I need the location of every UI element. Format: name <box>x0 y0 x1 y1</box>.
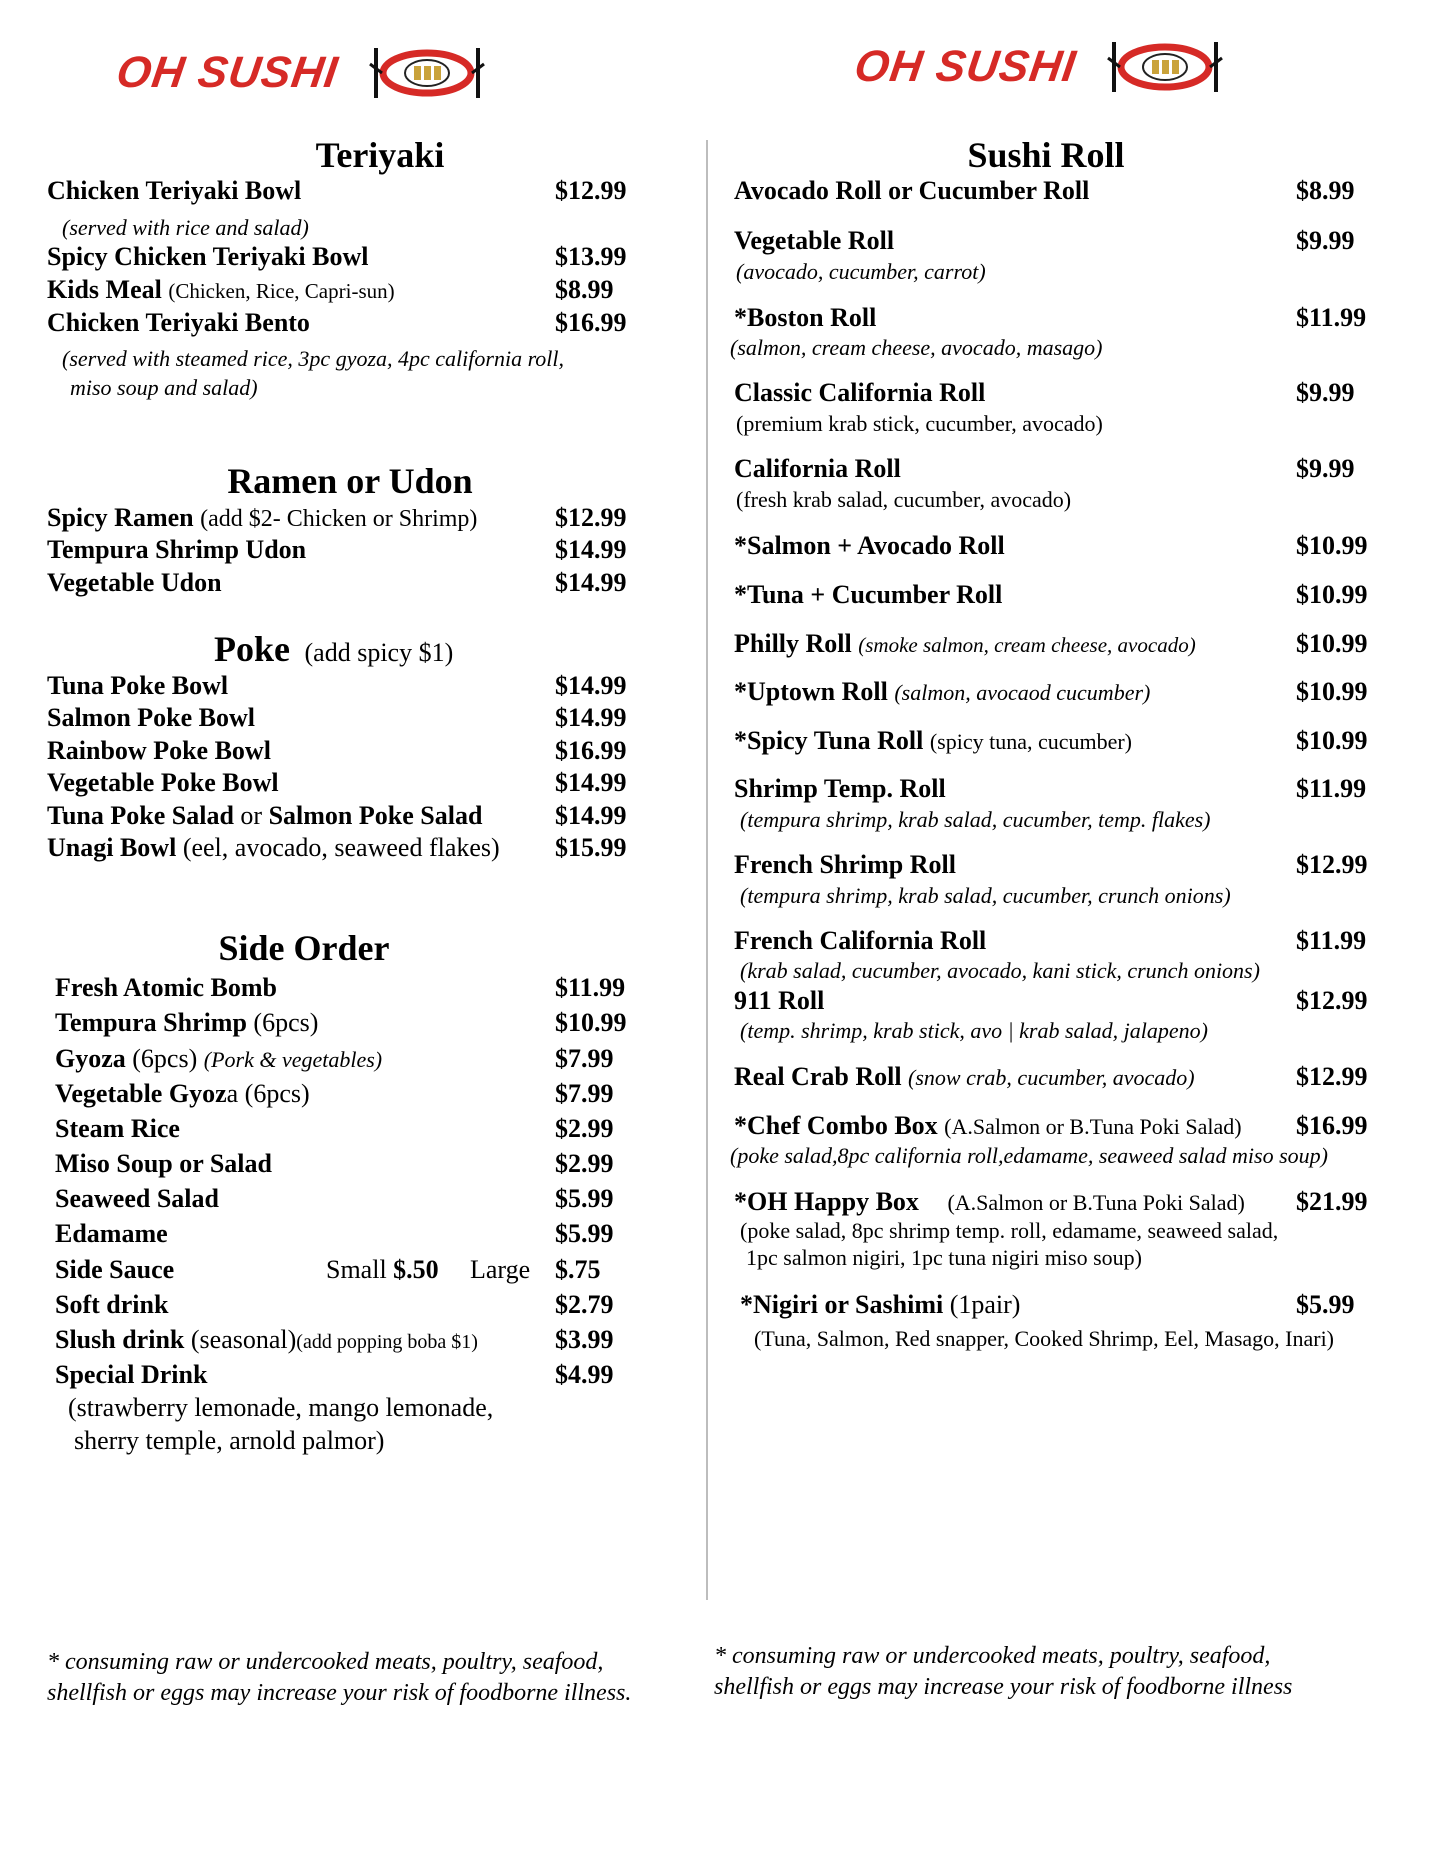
section-title-side-order: Side Order <box>218 928 390 968</box>
column-divider <box>706 140 708 1600</box>
sushi-logo-icon <box>1106 38 1224 96</box>
section-title-teriyaki: Teriyaki <box>315 135 445 175</box>
section-title-poke-row <box>214 629 453 673</box>
menu-item-price: $12.99 <box>1296 850 1368 879</box>
section-title-sushi-roll: Sushi Roll <box>967 135 1125 175</box>
section-title-note: (add spicy $1) <box>304 638 454 667</box>
menu-item-price: $16.99 <box>1296 1111 1368 1140</box>
menu-item-price: $11.99 <box>1296 303 1367 332</box>
menu-item-note: (strawberry lemonade, mango lemonade, <box>68 1393 494 1422</box>
menu-item-name: *Salmon + Avocado Roll <box>734 531 1005 560</box>
menu-item-price: $8.99 <box>1296 176 1355 205</box>
menu-item-name: Vegetable Roll <box>734 226 895 255</box>
menu-item <box>734 629 1196 660</box>
menu-item-name: Soft drink <box>55 1290 169 1319</box>
menu-item-name: Tuna Poke Salad <box>47 801 234 830</box>
size-price: $.50 <box>393 1255 439 1284</box>
menu-item-joiner: or <box>240 801 263 830</box>
menu-item-price: $7.99 <box>555 1079 614 1108</box>
menu-item <box>55 1008 318 1038</box>
menu-item-price: $5.99 <box>555 1219 614 1248</box>
menu-item-name: Vegetable Gyoz <box>55 1079 227 1108</box>
menu-item <box>55 1044 382 1075</box>
menu-item-note: (tempura shrimp, krab salad, cucumber, crunch onions) <box>740 883 1231 908</box>
menu-item-name: Kids Meal <box>47 275 162 304</box>
side-sauce-small <box>326 1255 439 1285</box>
menu-item-price: $13.99 <box>555 242 627 271</box>
menu-item-price: $14.99 <box>555 801 627 830</box>
menu-item-note: (salmon, cream cheese, avocado, masago) <box>730 335 1103 360</box>
menu-item <box>47 801 482 831</box>
menu-item-price: $10.99 <box>1296 531 1368 560</box>
menu-item-note: (temp. shrimp, krab stick, avo | krab salad, jalapeno) <box>740 1018 1208 1043</box>
menu-item-detail: (spicy tuna, cucumber) <box>929 729 1133 754</box>
menu-item-price: $10.99 <box>1296 726 1368 755</box>
menu-item-name: Vegetable Poke Bowl <box>47 768 279 797</box>
menu-item-name: *Chef Combo Box <box>734 1111 938 1140</box>
menu-item-note: sherry temple, arnold palmor) <box>74 1426 385 1455</box>
logo-left <box>113 44 486 102</box>
menu-item-detail: (Pork & vegetables) <box>203 1047 383 1072</box>
menu-item-price: $.75 <box>555 1255 601 1284</box>
menu-item-detail: (seasonal) <box>190 1325 297 1354</box>
menu-item-name: *Boston Roll <box>734 303 877 332</box>
menu-item-price: $2.99 <box>555 1149 614 1178</box>
menu-item-name: Special Drink <box>55 1360 208 1389</box>
menu-item-detail: (1pair) <box>949 1290 1021 1319</box>
menu-item <box>734 726 1132 757</box>
menu-item-detail: (6pcs) <box>253 1008 319 1037</box>
sushi-logo-icon <box>368 44 486 102</box>
menu-item-detail: (Chicken, Rice, Capri-sun) <box>168 279 395 303</box>
menu-item-price: $16.99 <box>555 736 627 765</box>
menu-item-note: (krab salad, cucumber, avocado, kani stick, crunch onions) <box>740 958 1260 983</box>
menu-item-price: $9.99 <box>1296 454 1355 483</box>
menu-item-price: $12.99 <box>555 503 627 532</box>
menu-item-name: Edamame <box>55 1219 168 1248</box>
logo-text: OH SUSHI <box>113 48 342 97</box>
menu-item-price: $2.79 <box>555 1290 614 1319</box>
menu-item <box>734 1111 1242 1142</box>
menu-item <box>47 833 500 863</box>
menu-item-price: $11.99 <box>555 973 626 1002</box>
menu-item <box>47 275 395 306</box>
menu-item-price: $14.99 <box>555 568 627 597</box>
menu-item-name: *Nigiri or Sashimi <box>740 1290 944 1319</box>
menu-item-detail: (add popping boba $1) <box>296 1331 478 1353</box>
disclaimer: shellfish or eggs may increase your risk of foodborne illness. <box>47 1680 632 1706</box>
size-label: Large <box>470 1255 531 1284</box>
menu-item-note: (poke salad,8pc california roll,edamame, seaweed salad miso soup) <box>730 1143 1328 1168</box>
menu-item-price: $16.99 <box>555 308 627 337</box>
menu-item-price: $10.99 <box>1296 677 1368 706</box>
menu-item-price: $14.99 <box>555 671 627 700</box>
menu-item-name: California Roll <box>734 454 901 483</box>
logo-right <box>851 38 1224 96</box>
menu-item-price: $5.99 <box>1296 1290 1355 1319</box>
menu-item-price: $14.99 <box>555 768 627 797</box>
menu-item-name: Fresh Atomic Bomb <box>55 973 277 1002</box>
menu-item <box>55 1079 310 1109</box>
menu-item-name: *OH Happy Box <box>734 1187 919 1216</box>
menu-item <box>734 1062 1195 1093</box>
menu-item-note: (Tuna, Salmon, Red snapper, Cooked Shrimp, Eel, Masago, Inari) <box>754 1326 1335 1351</box>
section-title-poke: Poke <box>214 629 290 669</box>
menu-item-price: $15.99 <box>555 833 627 862</box>
menu-item-name: Tuna Poke Bowl <box>47 671 229 700</box>
menu-item-name: Chicken Teriyaki Bowl <box>47 176 302 205</box>
menu-item-name: Steam Rice <box>55 1114 180 1143</box>
menu-item-name: Salmon Poke Salad <box>268 801 483 830</box>
menu-item-price: $12.99 <box>555 176 627 205</box>
menu-item-price: $3.99 <box>555 1325 614 1354</box>
menu-item-detail: (eel, avocado, seaweed flakes) <box>182 833 500 862</box>
menu-item-price: $12.99 <box>1296 1062 1368 1091</box>
menu-item-detail: (A.Salmon or B.Tuna Poki Salad) <box>944 1114 1242 1139</box>
menu-item-note: (premium krab stick, cucumber, avocado) <box>736 411 1103 436</box>
menu-item-price: $8.99 <box>555 275 614 304</box>
menu-item-price: $9.99 <box>1296 378 1355 407</box>
menu-item <box>47 503 477 534</box>
menu-item-name: Slush drink <box>55 1325 185 1354</box>
menu-item-name: Real Crab Roll <box>734 1062 902 1091</box>
menu-item-price: $21.99 <box>1296 1187 1368 1216</box>
menu-item-detail: (snow crab, cucumber, avocado) <box>908 1065 1195 1090</box>
menu-item-name: Vegetable Udon <box>47 568 222 597</box>
menu-item-price: $10.99 <box>1296 629 1368 658</box>
section-title-ramen: Ramen or Udon <box>227 461 473 501</box>
menu-item-name: Spicy Ramen <box>47 503 194 532</box>
menu-item-name-tail: a <box>226 1079 239 1108</box>
menu-item-note: (served with steamed rice, 3pc gyoza, 4pc california roll, <box>62 346 565 371</box>
menu-item-name: Seaweed Salad <box>55 1184 219 1213</box>
menu-item-name: *Uptown Roll <box>734 677 888 706</box>
menu-item-name: Salmon Poke Bowl <box>47 703 256 732</box>
menu-item-detail: (add $2- Chicken or Shrimp) <box>200 506 478 532</box>
menu-item-note: miso soup and salad) <box>70 375 258 400</box>
menu-item-price: $5.99 <box>555 1184 614 1213</box>
menu-item-note: (poke salad, 8pc shrimp temp. roll, edamame, seaweed salad, <box>740 1218 1279 1243</box>
menu-item <box>55 1325 478 1357</box>
menu-item-name: Unagi Bowl <box>47 833 177 862</box>
menu-item-price: $4.99 <box>555 1360 614 1389</box>
menu-item-name: *Spicy Tuna Roll <box>734 726 924 755</box>
disclaimer: shellfish or eggs may increase your risk of foodborne illness <box>714 1674 1293 1700</box>
menu-item-price: $11.99 <box>1296 774 1367 803</box>
menu-item-price: $14.99 <box>555 703 627 732</box>
menu-item-detail: (6pcs) <box>132 1044 198 1073</box>
size-label: Small <box>326 1255 387 1284</box>
menu-item-price: $7.99 <box>555 1044 614 1073</box>
menu-item-note: (tempura shrimp, krab salad, cucumber, temp. flakes) <box>740 807 1211 832</box>
menu-item-name: Chicken Teriyaki Bento <box>47 308 310 337</box>
menu-item <box>734 677 1150 708</box>
menu-item-name: French California Roll <box>734 926 987 955</box>
menu-item-note: 1pc salmon nigiri, 1pc tuna nigiri miso soup) <box>746 1245 1142 1270</box>
menu-item-name: *Tuna + Cucumber Roll <box>734 580 1003 609</box>
menu-item-detail: (salmon, avocaod cucumber) <box>894 680 1151 705</box>
menu-item <box>740 1290 1020 1320</box>
menu-item-name: Classic California Roll <box>734 378 986 407</box>
menu-item-price: $10.99 <box>555 1008 627 1037</box>
menu-item-name: French Shrimp Roll <box>734 850 956 879</box>
disclaimer: * consuming raw or undercooked meats, poultry, seafood, <box>47 1649 604 1675</box>
menu-item-name: Philly Roll <box>734 629 852 658</box>
menu-item-name: Tempura Shrimp Udon <box>47 535 307 564</box>
logo-text: OH SUSHI <box>851 42 1080 91</box>
menu-item-name: Miso Soup or Salad <box>55 1149 272 1178</box>
menu-item-price: $11.99 <box>1296 926 1367 955</box>
menu-item-note: (fresh krab salad, cucumber, avocado) <box>736 487 1072 512</box>
menu-item-name: Rainbow Poke Bowl <box>47 736 271 765</box>
menu-item-name: Gyoza <box>55 1044 126 1073</box>
menu-item-price: $10.99 <box>1296 580 1368 609</box>
menu-item-name: Side Sauce <box>55 1255 175 1284</box>
disclaimer: * consuming raw or undercooked meats, poultry, seafood, <box>714 1643 1271 1669</box>
menu-item-name: Shrimp Temp. Roll <box>734 774 946 803</box>
menu-item-detail: (A.Salmon or B.Tuna Poki Salad) <box>947 1190 1245 1215</box>
menu-item-detail: (smoke salmon, cream cheese, avocado) <box>858 633 1196 657</box>
menu-item-detail: (6pcs) <box>244 1079 310 1108</box>
menu-item-name: Spicy Chicken Teriyaki Bowl <box>47 242 369 271</box>
menu-item-price: $2.99 <box>555 1114 614 1143</box>
menu-item-note: (served with rice and salad) <box>62 215 309 240</box>
menu-item-price: $9.99 <box>1296 226 1355 255</box>
menu-item-price: $12.99 <box>1296 986 1368 1015</box>
menu-item <box>734 1187 1245 1218</box>
menu-item-name: Tempura Shrimp <box>55 1008 247 1037</box>
menu-item-price: $14.99 <box>555 535 627 564</box>
menu-item-name: Avocado Roll or Cucumber Roll <box>734 176 1090 205</box>
menu-item-name: 911 Roll <box>734 986 825 1015</box>
menu-item-note: (avocado, cucumber, carrot) <box>736 259 986 284</box>
